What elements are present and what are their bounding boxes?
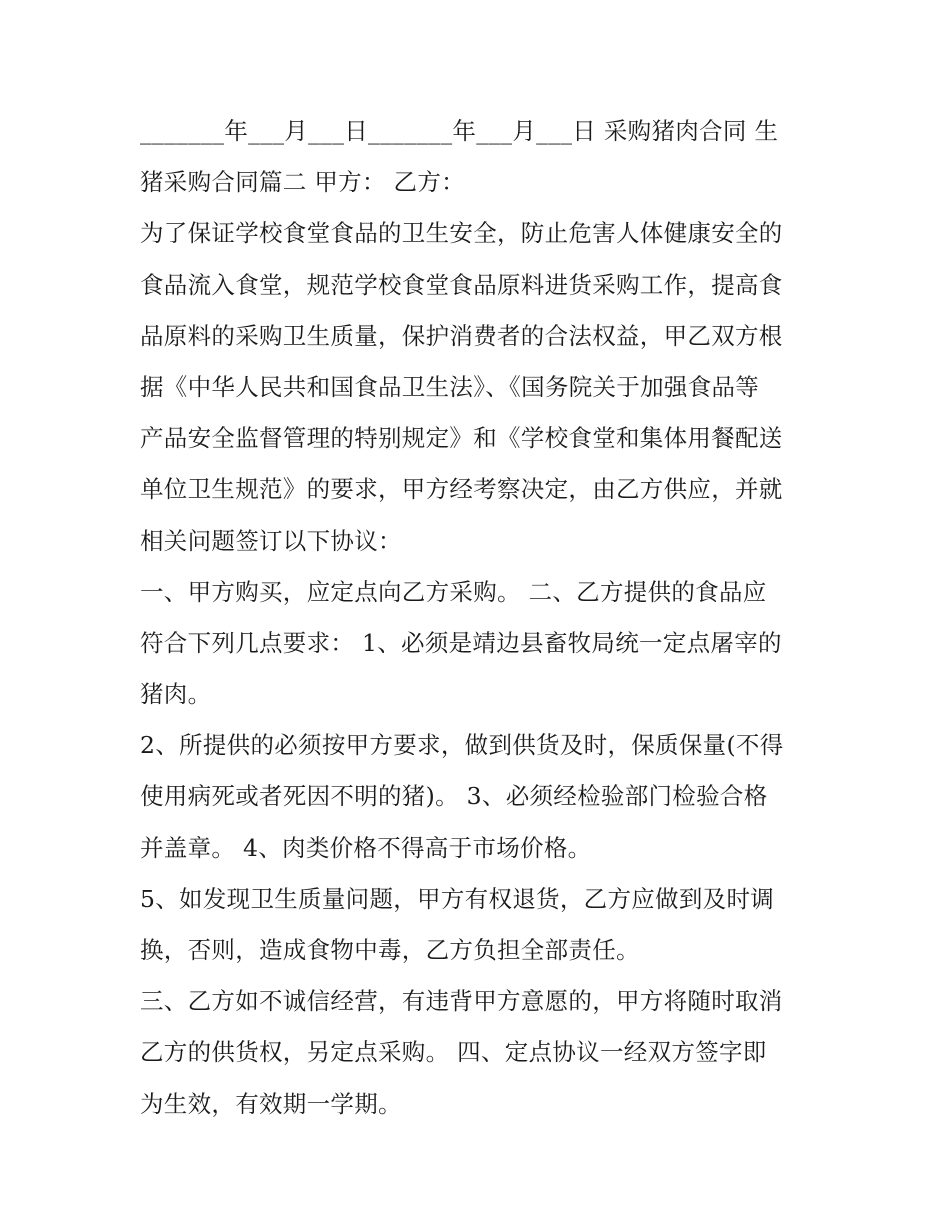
text-line: 5、如发现卫生质量问题，甲方有权退货，乙方应做到及时调 [140,884,775,913]
text-line: 使用病死或者死因不明的猪)。 3、必须经检验部门检验合格 [140,782,768,811]
text-line: 据《中华人民共和国食品卫生法》、《国务院关于加强食品等 [140,372,760,401]
text-line: 符合下列几点要求： 1、必须是靖边县畜牧局统一定点屠宰的 [140,628,782,657]
text-line: 猪肉。 [140,680,212,709]
contract-body [140,106,820,1130]
text-line: 食品流入食堂，规范学校食堂食品原料进货采购工作，提高食 [140,270,783,299]
text-line: 单位卫生规范》的要求，甲方经考察决定，由乙方供应，并就 [140,475,783,504]
text-line: 乙方的供货权，另定点采购。 四、定点协议一经双方签字即 [140,1038,767,1067]
text-line: 品原料的采购卫生质量，保护消费者的合法权益，甲乙双方根 [140,321,783,350]
text-line: 并盖章。 4、肉类价格不得高于市场价格。 [140,833,592,862]
text-line: 为生效，有效期一学期。 [140,1089,402,1118]
text-line: _______年___月___日_______年___月___日 采购猪肉合同 生 [140,117,779,145]
text-line: 为了保证学校食堂食品的卫生安全，防止危害人体健康安全的 [140,219,783,248]
text-line: 换，否则，造成食物中毒，乙方负担全部责任。 [140,936,640,964]
text-line: 三、乙方如不诚信经营，有违背甲方意愿的，甲方将随时取消 [140,987,783,1016]
text-line: 产品安全监督管理的特别规定》和《学校食堂和集体用餐配送 [140,424,783,453]
text-line: 2、所提供的必须按甲方要求，做到供货及时，保质保量(不得 [140,731,784,760]
text-line: 一、甲方购买，应定点向乙方采购。 二、乙方提供的食品应 [140,577,767,606]
text-line: 相关问题签订以下协议： [140,526,402,555]
text-line: 猪采购合同篇二 甲方： 乙方： [140,168,465,197]
